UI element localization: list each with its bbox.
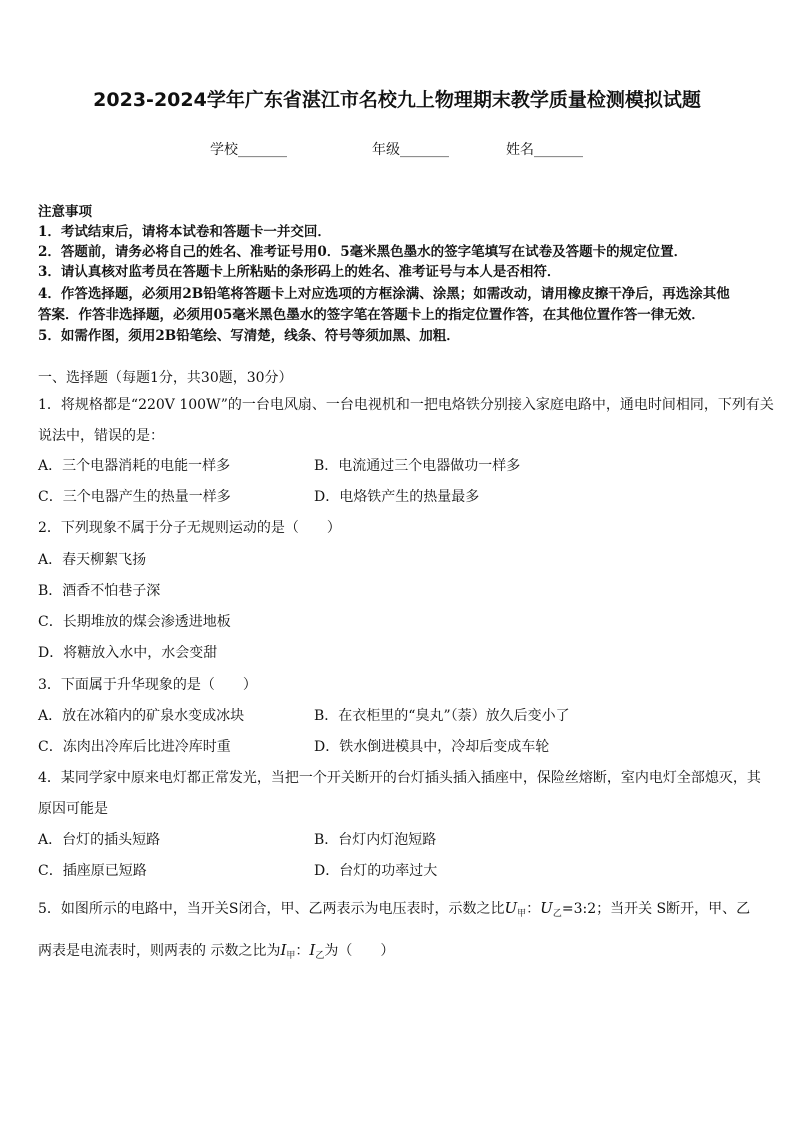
current-symbol: I [309, 941, 316, 959]
current-symbol: I [280, 941, 287, 959]
q5-text: 为（ ） [324, 943, 395, 959]
question-stem: 3．下面属于升华现象的是（ ） [38, 677, 257, 693]
page-title: 2023-2024学年广东省湛江市名校九上物理期末教学质量检测模拟试题 [93, 89, 701, 111]
option-b: B．酒香不怕巷子深 [38, 583, 161, 599]
question-stem: 2．下列现象不属于分子无规则运动的是（ ） [38, 520, 341, 536]
notice-line: 4．作答选择题，必须用2B铅笔将答题卡上对应选项的方框涂满、涂黑；如需改动，请用橡皮擦干净后，再选涂其他 [38, 286, 730, 302]
question-stem: 说法中，错误的是： [38, 428, 164, 444]
option-a: A．放在冰箱内的矿泉水变成冰块 [38, 708, 245, 724]
option-b: B．台灯内灯泡短路 [314, 832, 437, 848]
option-c: C．三个电器产生的热量一样多 [38, 489, 231, 505]
option-c: C．插座原已短路 [38, 863, 147, 879]
q5-text: 两表是电流表时，则两表的 示数之比为 [38, 943, 281, 959]
q5-text: 5．如图所示的电路中，当开关S闭合，甲、乙两表示为电压表时，示数之比 [38, 901, 505, 917]
ratio-colon: ： [295, 943, 310, 959]
subscript-yi: 乙 [315, 951, 325, 961]
option-b: B．在衣柜里的“臭丸”（萘）放久后变小了 [314, 708, 570, 724]
subscript-yi: 乙 [552, 909, 562, 919]
notice-heading: 注意事项 [38, 204, 92, 220]
option-a: A．台灯的插头短路 [38, 832, 161, 848]
notice-line: 2．答题前，请务必将自己的姓名、准考证号用0．5毫米黑色墨水的签字笔填写在试卷及答题卡的规定位置． [38, 244, 688, 260]
option-b: B．电流通过三个电器做功一样多 [314, 458, 521, 474]
notice-line: 3．请认真核对监考员在答题卡上所粘贴的条形码上的姓名、准考证号与本人是否相符． [38, 264, 561, 280]
option-d: D．台灯的功率过大 [314, 863, 438, 879]
q5-text: ；当开关 S断开，甲、乙 [596, 901, 751, 917]
school-field: 学校_______ [210, 142, 287, 158]
notice-line: 答案．作答非选择题，必须用05毫米黑色墨水的签字笔在答题卡上的指定位置作答，在其他位置作答一律无效． [38, 307, 705, 323]
grade-field: 年级_______ [372, 142, 449, 158]
option-c: C．长期堆放的煤会渗透进地板 [38, 614, 231, 630]
name-field: 姓名_______ [506, 142, 583, 158]
notice-line: 5．如需作图，须用2B铅笔绘、写清楚，线条、符号等须加黑、加粗． [38, 328, 460, 344]
subscript-jia: 甲 [517, 909, 527, 919]
question-stem: 4．某同学家中原来电灯都正常发光，当把一个开关断开的台灯插头插入插座中，保险丝熔断，室内电灯全部熄灭，其 [38, 770, 761, 786]
question-stem [38, 899, 750, 923]
subscript-jia: 甲 [286, 951, 296, 961]
option-d: D．将糖放入水中，水会变甜 [38, 645, 218, 661]
question-stem [38, 941, 394, 965]
question-stem: 1．将规格都是“220V 100W”的一台电风扇、一台电视机和一把电烙铁分别接入家庭电路中，通电时间相同，下列有关 [38, 397, 774, 413]
option-c: C．冻肉出冷库后比进冷库时重 [38, 739, 231, 755]
option-d: D．铁水倒进模具中，冷却后变成车轮 [314, 739, 550, 755]
option-a: A．春天柳絮飞扬 [38, 552, 147, 568]
voltage-symbol: U [540, 899, 553, 917]
option-d: D．电烙铁产生的热量最多 [314, 489, 480, 505]
option-a: A．三个电器消耗的电能一样多 [38, 458, 231, 474]
notice-line: 1．考试结束后，请将本试卷和答题卡一并交回． [38, 224, 331, 240]
ratio-value: =3:2 [561, 901, 597, 917]
question-stem: 原因可能是 [38, 801, 108, 817]
voltage-symbol: U [504, 899, 518, 917]
ratio-colon: ： [526, 901, 541, 917]
section-heading: 一、选择题（每题1分，共30题，30分） [38, 370, 293, 386]
